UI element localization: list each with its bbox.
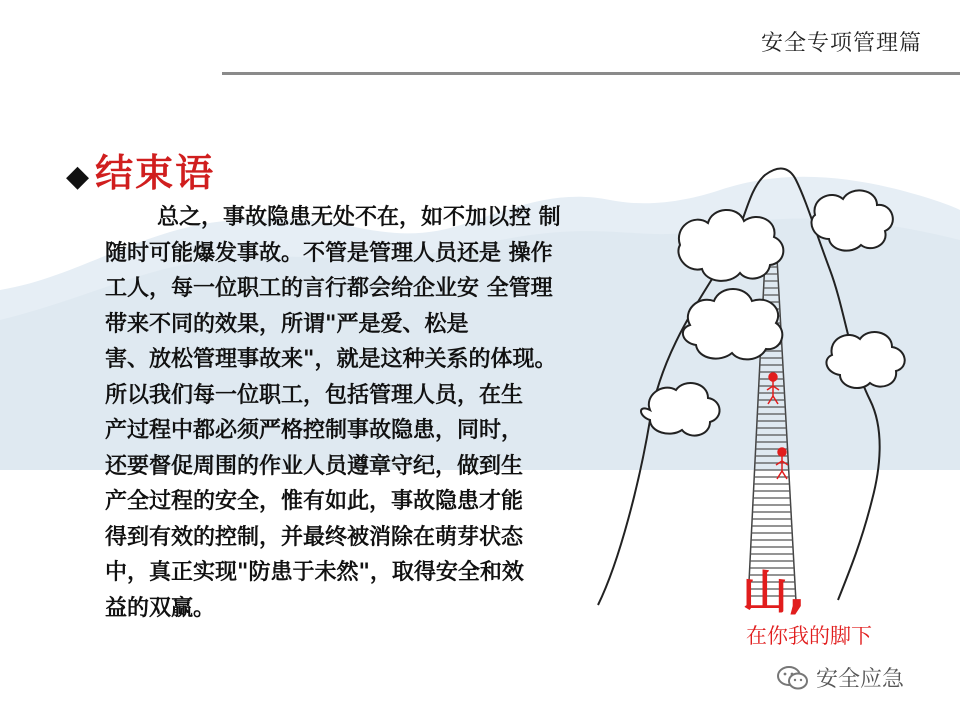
body-line: 得到有效的控制，并最终被消除在萌芽状态	[105, 524, 524, 550]
section-title-text: 结束语	[95, 151, 216, 195]
body-line: 总之，事故隐患无处不在，如不加以控 制	[157, 205, 561, 230]
body-line: 害、放松管理事故来"，就是这种关系的体现。	[105, 347, 557, 372]
wechat-watermark	[776, 662, 904, 693]
diamond-icon: ◆	[66, 159, 92, 194]
watermark-text: 安全应急	[816, 667, 905, 692]
body-line: 工人，每一位职工的言行都会给企业安 全管理	[105, 276, 553, 301]
body-line: 中，真正实现"防患于未然"，取得安全和效	[105, 560, 524, 585]
body-line: 随时可能爆发事故。不管是管理人员还是 操作	[105, 240, 553, 266]
body-line: 产过程中都必须严格控制事故隐患，同时，	[105, 418, 524, 443]
body-line: 带来不同的效果，所谓"严是爱、松是	[105, 311, 469, 337]
body-line: 还要督促周围的作业人员遵章守纪，做到生	[105, 453, 524, 479]
header-title: 安全专项管理篇	[760, 31, 922, 56]
illustration-caption: 在你我的脚下	[746, 624, 872, 648]
body-line: 益的双赢。	[105, 595, 216, 621]
mountain-calligraphy: 山,	[742, 565, 806, 619]
body-line: 产全过程的安全，惟有如此，事故隐患才能	[105, 489, 524, 514]
body-line: 所以我们每一位职工，包括管理人员，在生	[105, 382, 524, 408]
wechat-icon	[776, 665, 810, 691]
